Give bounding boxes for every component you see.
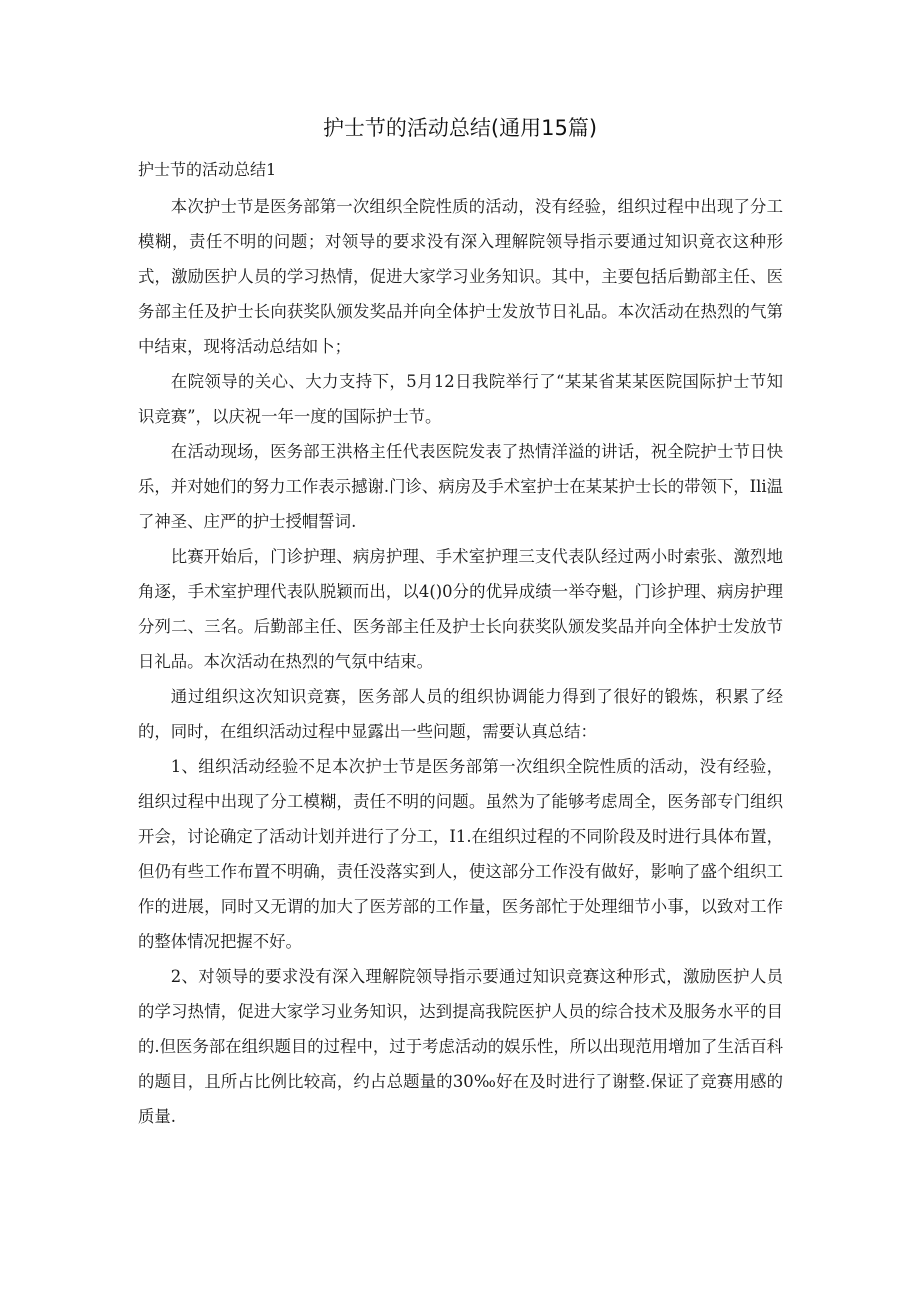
- paragraph-point-2: 2、对领导的要求没有深入理解院领导指示要通过知识竞赛这种形式，激励医护人员的学习热情，促进大家学习业务知识，达到提高我院医护人员的综合技术及服务水平的目的.但医务部在组织题目的过程中，过于考虑活动的娱乐性，所以出现范用增加了生活百科的题目，且所占比例比较高，约占总题量的30‰好在及时进行了谢整.保证了竞赛用感的质量.: [138, 967, 783, 1126]
- section-heading: 护士节的活动总结1: [138, 160, 277, 179]
- document-title: 护士节的活动总结(通用15篇): [322, 116, 598, 140]
- paragraph-opening-speech: 在活动现场，医务部王洪格主任代表医院发表了热情洋溢的讲话，祝全院护士节日快乐，并对她们的努力工作表示撼谢.门诊、病房及手术室护士在某某护士长的带领下，Ili温了神圣、庄严的护士授帽誓词.: [138, 442, 784, 531]
- paragraph-competition-results: 比赛开始后，门诊护理、病房护理、手术室护理三支代表队经过两小时索张、激烈地角逐，手术室护理代表队脱颖而出，以4()0分的优异成绩一举夺魁，门诊护理、病房护理分列二、三名。后勤部主任、医务部主任及护士长向获奖队颁发奖品并向全体护士发放节日礼品。本次活动在热烈的气氛中结束。: [138, 547, 783, 671]
- document-body: [138, 189, 783, 1134]
- paragraph-intro: 本次护士节是医务部第一次组织全院性质的活动，没有经验，组织过程中出现了分工模糊，责任不明的问题；对领导的要求没有深入理解院领导指示要通过知识竟衣这种形式，激励医护人员的学习热情，促进大家学习业务知识。其中，主要包括后勤部主任、医务部主任及护士长向获奖队颁发奖品并向全体护士发放节日礼品。本次活动在热烈的气第中结束，现将活动总结如卜；: [138, 197, 783, 356]
- paragraph-event-date: 在院领导的关心、大力支持下，5月12日我院举行了“某某省某某医院国际护士节知识竞赛”，以庆祝一年一度的国际护士节。: [138, 372, 783, 426]
- paragraph-point-1: 1、组织活动经验不足本次护士节是医务部第一次组织全院性质的活动，没有经验，组织过程中出现了分工模糊，责任不明的问题。虽然为了能够考虑周全，医务部专门组织开会，讨论确定了活动计划并进行了分工，I1.在组织过程的不同阶段及时进行具体布置，但仍有些工作布置不明确，责任没落实到人，使这部分工作没有做好，影响了盛个组织工作的进展，同时又无谓的加大了医芳部的工作量，医务部忙于处理细节小事，以致对工作的整体情况把握不好。: [138, 757, 783, 951]
- paragraph-summary-lead: 通过组织这次知识竞赛，医务部人员的组织协调能力得到了很好的锻炼，积累了经的，同时，在组织活动过程中显露出一些问题，需要认真总结：: [138, 687, 783, 741]
